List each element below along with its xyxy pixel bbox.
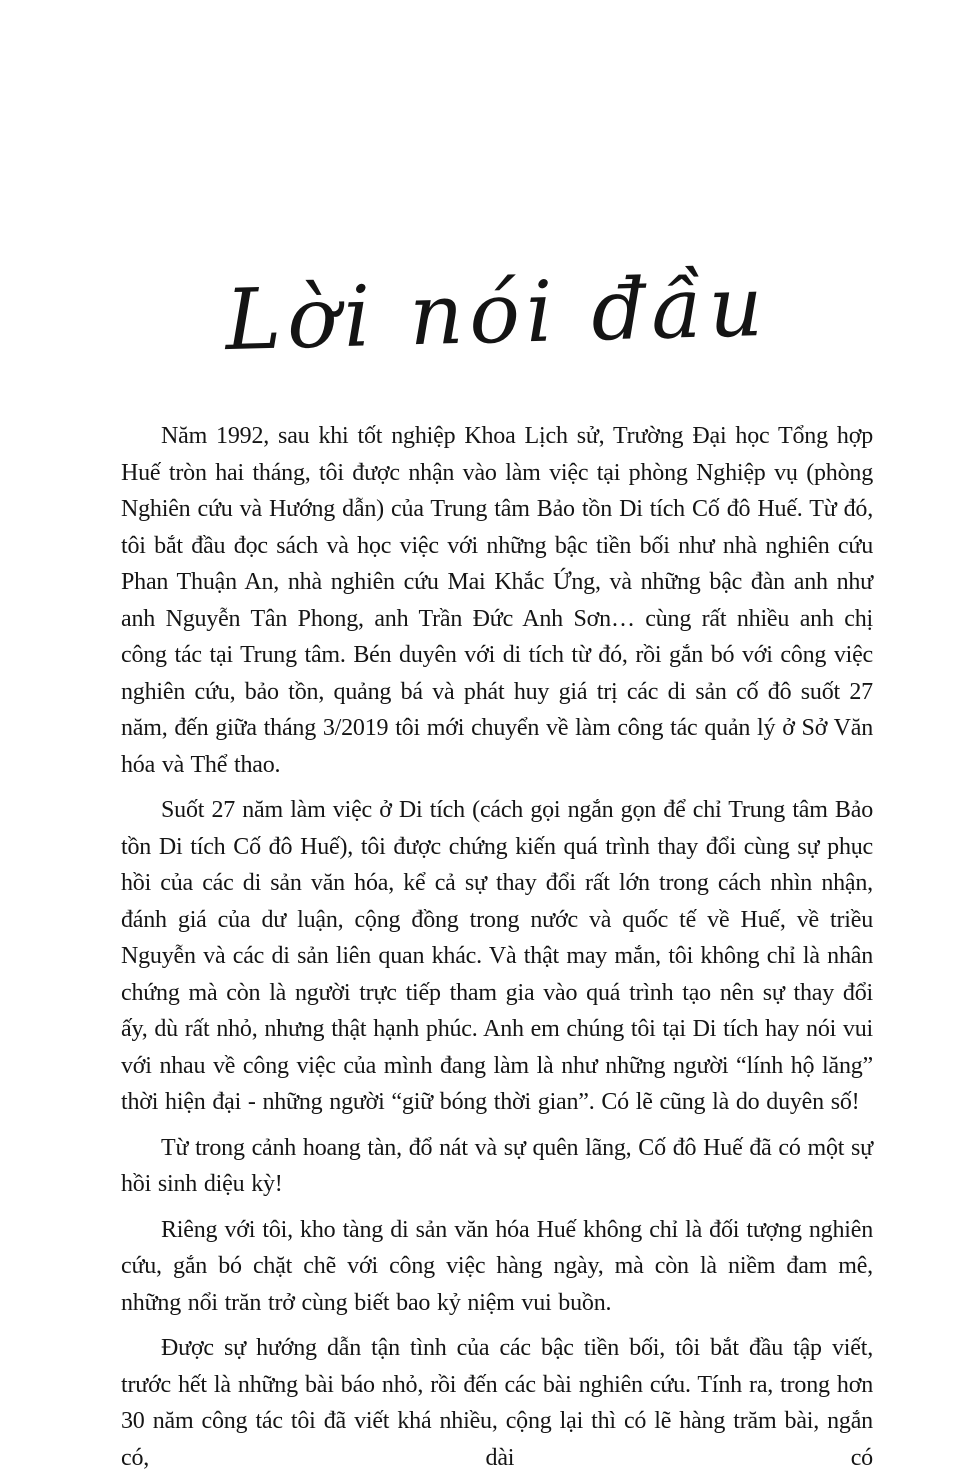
book-page <box>121 0 873 1471</box>
preface-paragraph: Riêng với tôi, kho tàng di sản văn hóa Huế không chỉ là đối tượng nghiên cứu, gắn bó chặt chẽ với công việc hàng ngày, mà còn là niềm đam mê, những nổi trăn trở cùng biết bao kỷ niệm vui buồn. <box>121 1216 873 1316</box>
preface-title: Lời nói đầu <box>224 256 770 370</box>
preface-paragraph: Từ trong cảnh hoang tàn, đổ nát và sự quên lãng, Cố đô Huế đã có một sự hồi sinh diệu kỳ! <box>121 1134 873 1197</box>
preface-paragraph: Suốt 27 năm làm việc ở Di tích (cách gọi ngắn gọn để chỉ Trung tâm Bảo tồn Di tích Cố đô Huế), tôi được chứng kiến quá trình thay đổi cùng sự phục hồi của các di sản văn hóa, kể cả sự thay đổi rất lớn trong cách nhìn nhận, đánh giá của dư luận, cộng đồng trong nước và quốc tế về Huế, về triều Nguyễn và các di sản liên quan khác. Và thật may mắn, tôi không chỉ là nhân chứng mà còn là người trực tiếp tham gia vào quá trình tạo nên sự thay đổi ấy, dù rất nhỏ, nhưng thật hạnh phúc. Anh em chúng tôi tại Di tích hay nói vui với nhau về công việc của mình đang làm là như những người “lính hộ lăng” thời hiện đại - những người “giữ bóng thời gian”. Có lẽ cũng là do duyên số! <box>121 797 873 1115</box>
preface-paragraph: Được sự hướng dẫn tận tình của các bậc tiền bối, tôi bắt đầu tập viết, trước hết là những bài báo nhỏ, rồi đến các bài nghiên cứu. Tính ra, trong hơn 30 năm công tác tôi đã viết khá nhiều, cộng lại thì có lẽ hàng trăm bài, ngắn có, dài có <box>121 1335 873 1471</box>
preface-body <box>121 418 873 1476</box>
preface-paragraph: Năm 1992, sau khi tốt nghiệp Khoa Lịch sử, Trường Đại học Tổng hợp Huế tròn hai tháng, tôi được nhận vào làm việc tại phòng Nghiệp vụ (phòng Nghiên cứu và Hướng dẫn) của Trung tâm Bảo tồn Di tích Cố đô Huế. Từ đó, tôi bắt đầu đọc sách và học việc với những bậc tiền bối như nhà nghiên cứu Phan Thuận An, nhà nghiên cứu Mai Khắc Ứng, và những bậc đàn anh như anh Nguyễn Tân Phong, anh Trần Đức Anh Sơn… cùng rất nhiều anh chị công tác tại Trung tâm. Bén duyên với di tích từ đó, rồi gắn bó với công việc nghiên cứu, bảo tồn, quảng bá và phát huy giá trị các di sản cố đô suốt 27 năm, đến giữa tháng 3/2019 tôi mới chuyển về làm công tác quản lý ở Sở Văn hóa và Thể thao. <box>121 423 873 778</box>
